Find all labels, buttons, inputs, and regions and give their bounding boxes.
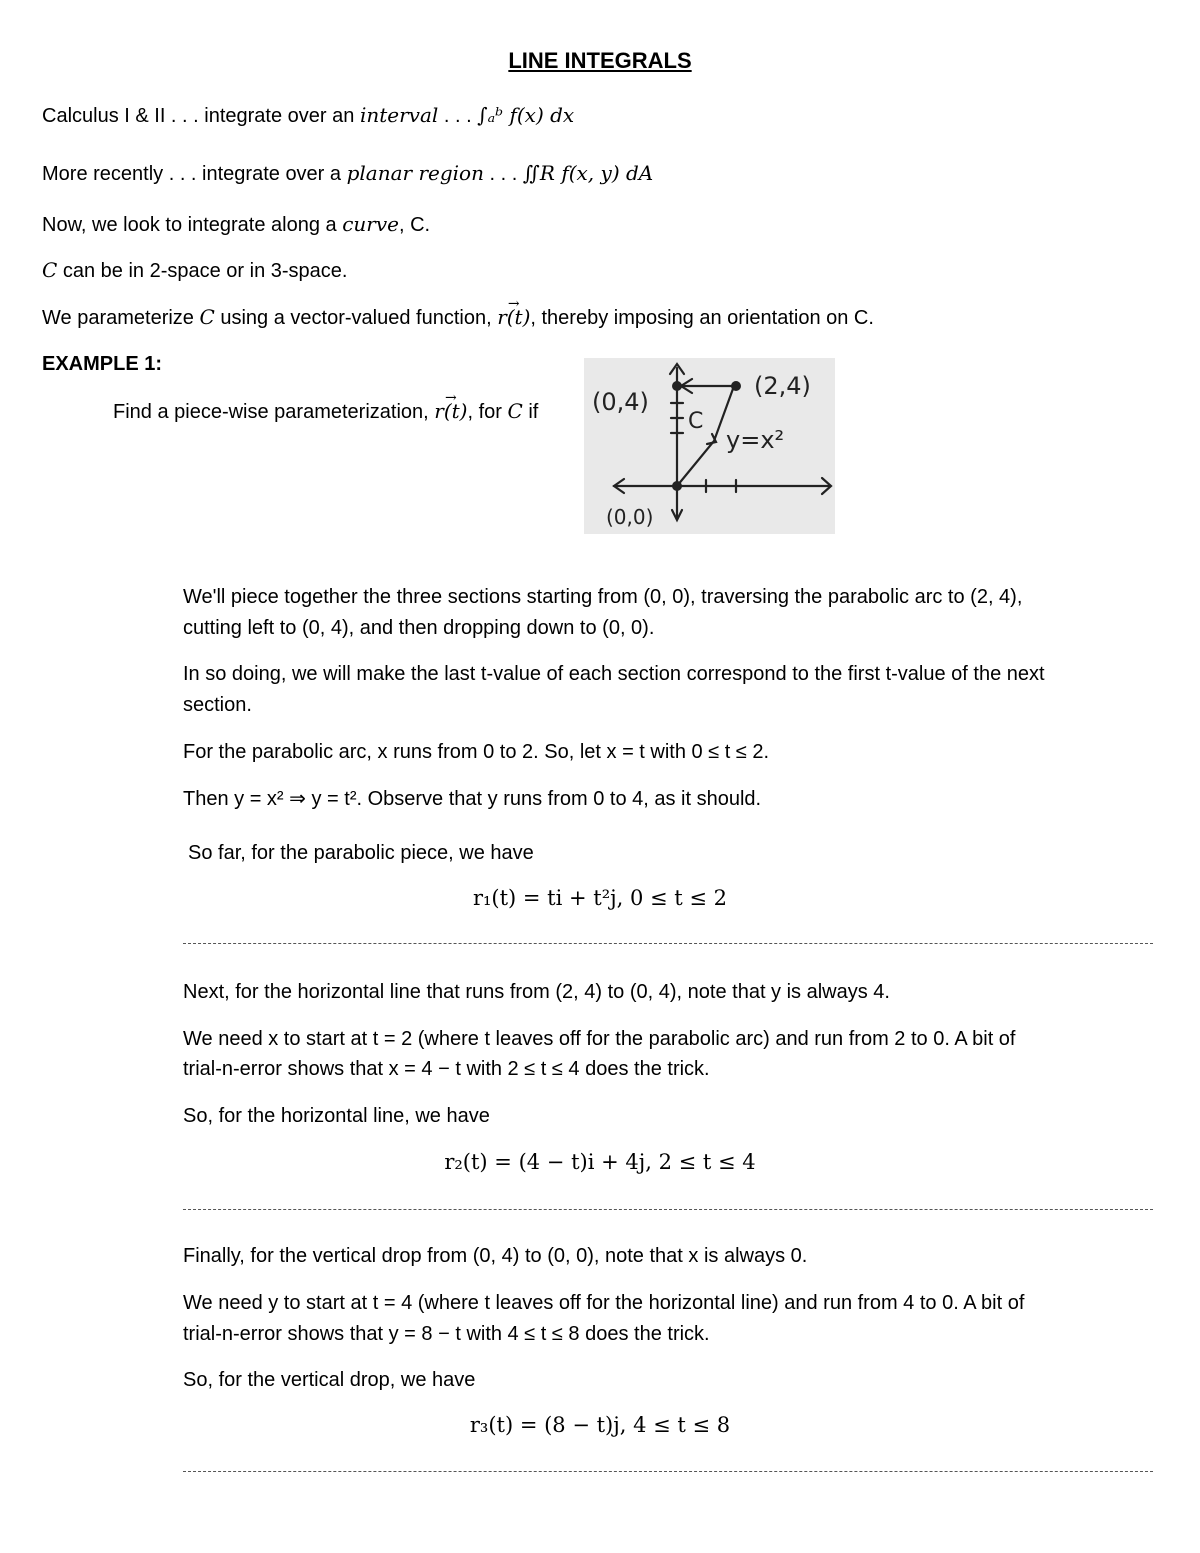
- intro-calc-word: interval: [359, 103, 439, 127]
- s1-p2-line2: section.: [183, 694, 252, 716]
- s1-p4: Then y = x² ⇒ y = t². Observe that y runs from 0 to 4, as it should.: [183, 788, 762, 810]
- intro-recent-line: [42, 160, 653, 187]
- example-prompt-c: C: [507, 399, 523, 423]
- point-top-right: [731, 381, 741, 391]
- intro-param-r: → r(t): [497, 304, 530, 330]
- separator-3: [183, 1471, 1153, 1472]
- intro-param-prefix: We parameterize: [42, 307, 200, 329]
- intro-param-c: C: [199, 305, 215, 329]
- intro-calc-math: ∫ₐᵇ f(x) dx: [477, 103, 575, 127]
- example-prompt-r: → r(t): [434, 398, 467, 424]
- example-prompt: [113, 398, 538, 425]
- example-prompt-suffix: if: [522, 401, 539, 423]
- intro-calc-prefix: Calculus I & II . . . integrate over an: [42, 105, 360, 127]
- s3-equation: r₃(t) = (8 − t)j, 4 ≤ t ≤ 8: [469, 1413, 731, 1437]
- label-equation: y=x²: [726, 426, 785, 454]
- separator-2: [183, 1209, 1153, 1210]
- intro-space-c: C: [42, 258, 58, 282]
- intro-now-suffix: , C.: [398, 214, 431, 236]
- intro-recent-word: planar region: [346, 161, 484, 185]
- page-title: LINE INTEGRALS: [508, 48, 692, 73]
- example-prompt-prefix: Find a piece-wise parameterization,: [113, 401, 435, 423]
- s3-p3: So, for the vertical drop, we have: [183, 1369, 476, 1391]
- intro-param-line: [42, 304, 874, 331]
- s3-p2-line2: trial-n-error shows that y = 8 − t with 4 ≤ t ≤ 8 does the trick.: [183, 1323, 710, 1345]
- curve-sketch-svg: [584, 358, 835, 534]
- label-origin: (0,0): [606, 505, 654, 529]
- s3-p2-line1: We need y to start at t = 4 (where t leaves off for the horizontal line) and run from 4 to 0. A bit of: [183, 1292, 1025, 1314]
- intro-recent-math: ∬R f(x, y) dA: [522, 161, 654, 185]
- intro-param-suffix: , thereby imposing an orientation on C.: [530, 307, 874, 329]
- label-top-right: (2,4): [754, 372, 811, 400]
- label-top-left: (0,4): [592, 388, 649, 416]
- s2-p2-line1: We need x to start at t = 2 (where t leaves off for the parabolic arc) and run from 2 to 0. A bit of: [183, 1028, 1016, 1050]
- intro-now-line: [42, 211, 430, 238]
- intro-calculus-line: [42, 102, 574, 129]
- curve-sketch-figure: [584, 358, 835, 534]
- point-origin: [672, 481, 682, 491]
- intro-space-rest: can be in 2-space or in 3-space.: [57, 260, 348, 282]
- label-curve: C: [688, 409, 704, 434]
- intro-space-line: [42, 257, 347, 284]
- example-heading: EXAMPLE 1:: [42, 353, 163, 375]
- intro-recent-dots: . . .: [483, 163, 523, 185]
- s2-equation: r₂(t) = (4 − t)i + 4j, 2 ≤ t ≤ 4: [444, 1150, 756, 1174]
- s2-p2-line2: trial-n-error shows that x = 4 − t with 2 ≤ t ≤ 4 does the trick.: [183, 1058, 710, 1080]
- separator-1: [183, 943, 1153, 944]
- s1-p2-line1: In so doing, we will make the last t-value of each section correspond to the first t-value of the next: [183, 663, 1045, 685]
- intro-now-word: curve: [342, 212, 399, 236]
- point-top-left: [672, 381, 682, 391]
- intro-now-prefix: Now, we look to integrate along a: [42, 214, 343, 236]
- s1-p1-line2: cutting left to (0, 4), and then dropping down to (0, 0).: [183, 617, 655, 639]
- s1-p5: So far, for the parabolic piece, we have: [188, 842, 534, 864]
- s1-p3: For the parabolic arc, x runs from 0 to 2. So, let x = t with 0 ≤ t ≤ 2.: [183, 741, 770, 763]
- example-prompt-mid: , for: [467, 401, 508, 423]
- s2-p1: Next, for the horizontal line that runs from (2, 4) to (0, 4), note that y is always 4.: [183, 981, 890, 1003]
- s3-p1: Finally, for the vertical drop from (0, 4) to (0, 0), note that x is always 0.: [183, 1245, 808, 1267]
- arc-arrow: [707, 434, 716, 444]
- intro-recent-prefix: More recently . . . integrate over a: [42, 163, 347, 185]
- s1-equation: r₁(t) = ti + t²j, 0 ≤ t ≤ 2: [472, 886, 728, 910]
- intro-calc-dots: . . .: [438, 105, 478, 127]
- intro-param-mid: using a vector-valued function,: [214, 307, 498, 329]
- s2-p3: So, for the horizontal line, we have: [183, 1105, 490, 1127]
- s1-p1-line1: We'll piece together the three sections starting from (0, 0), traversing the parabolic arc to (2, 4),: [183, 586, 1023, 608]
